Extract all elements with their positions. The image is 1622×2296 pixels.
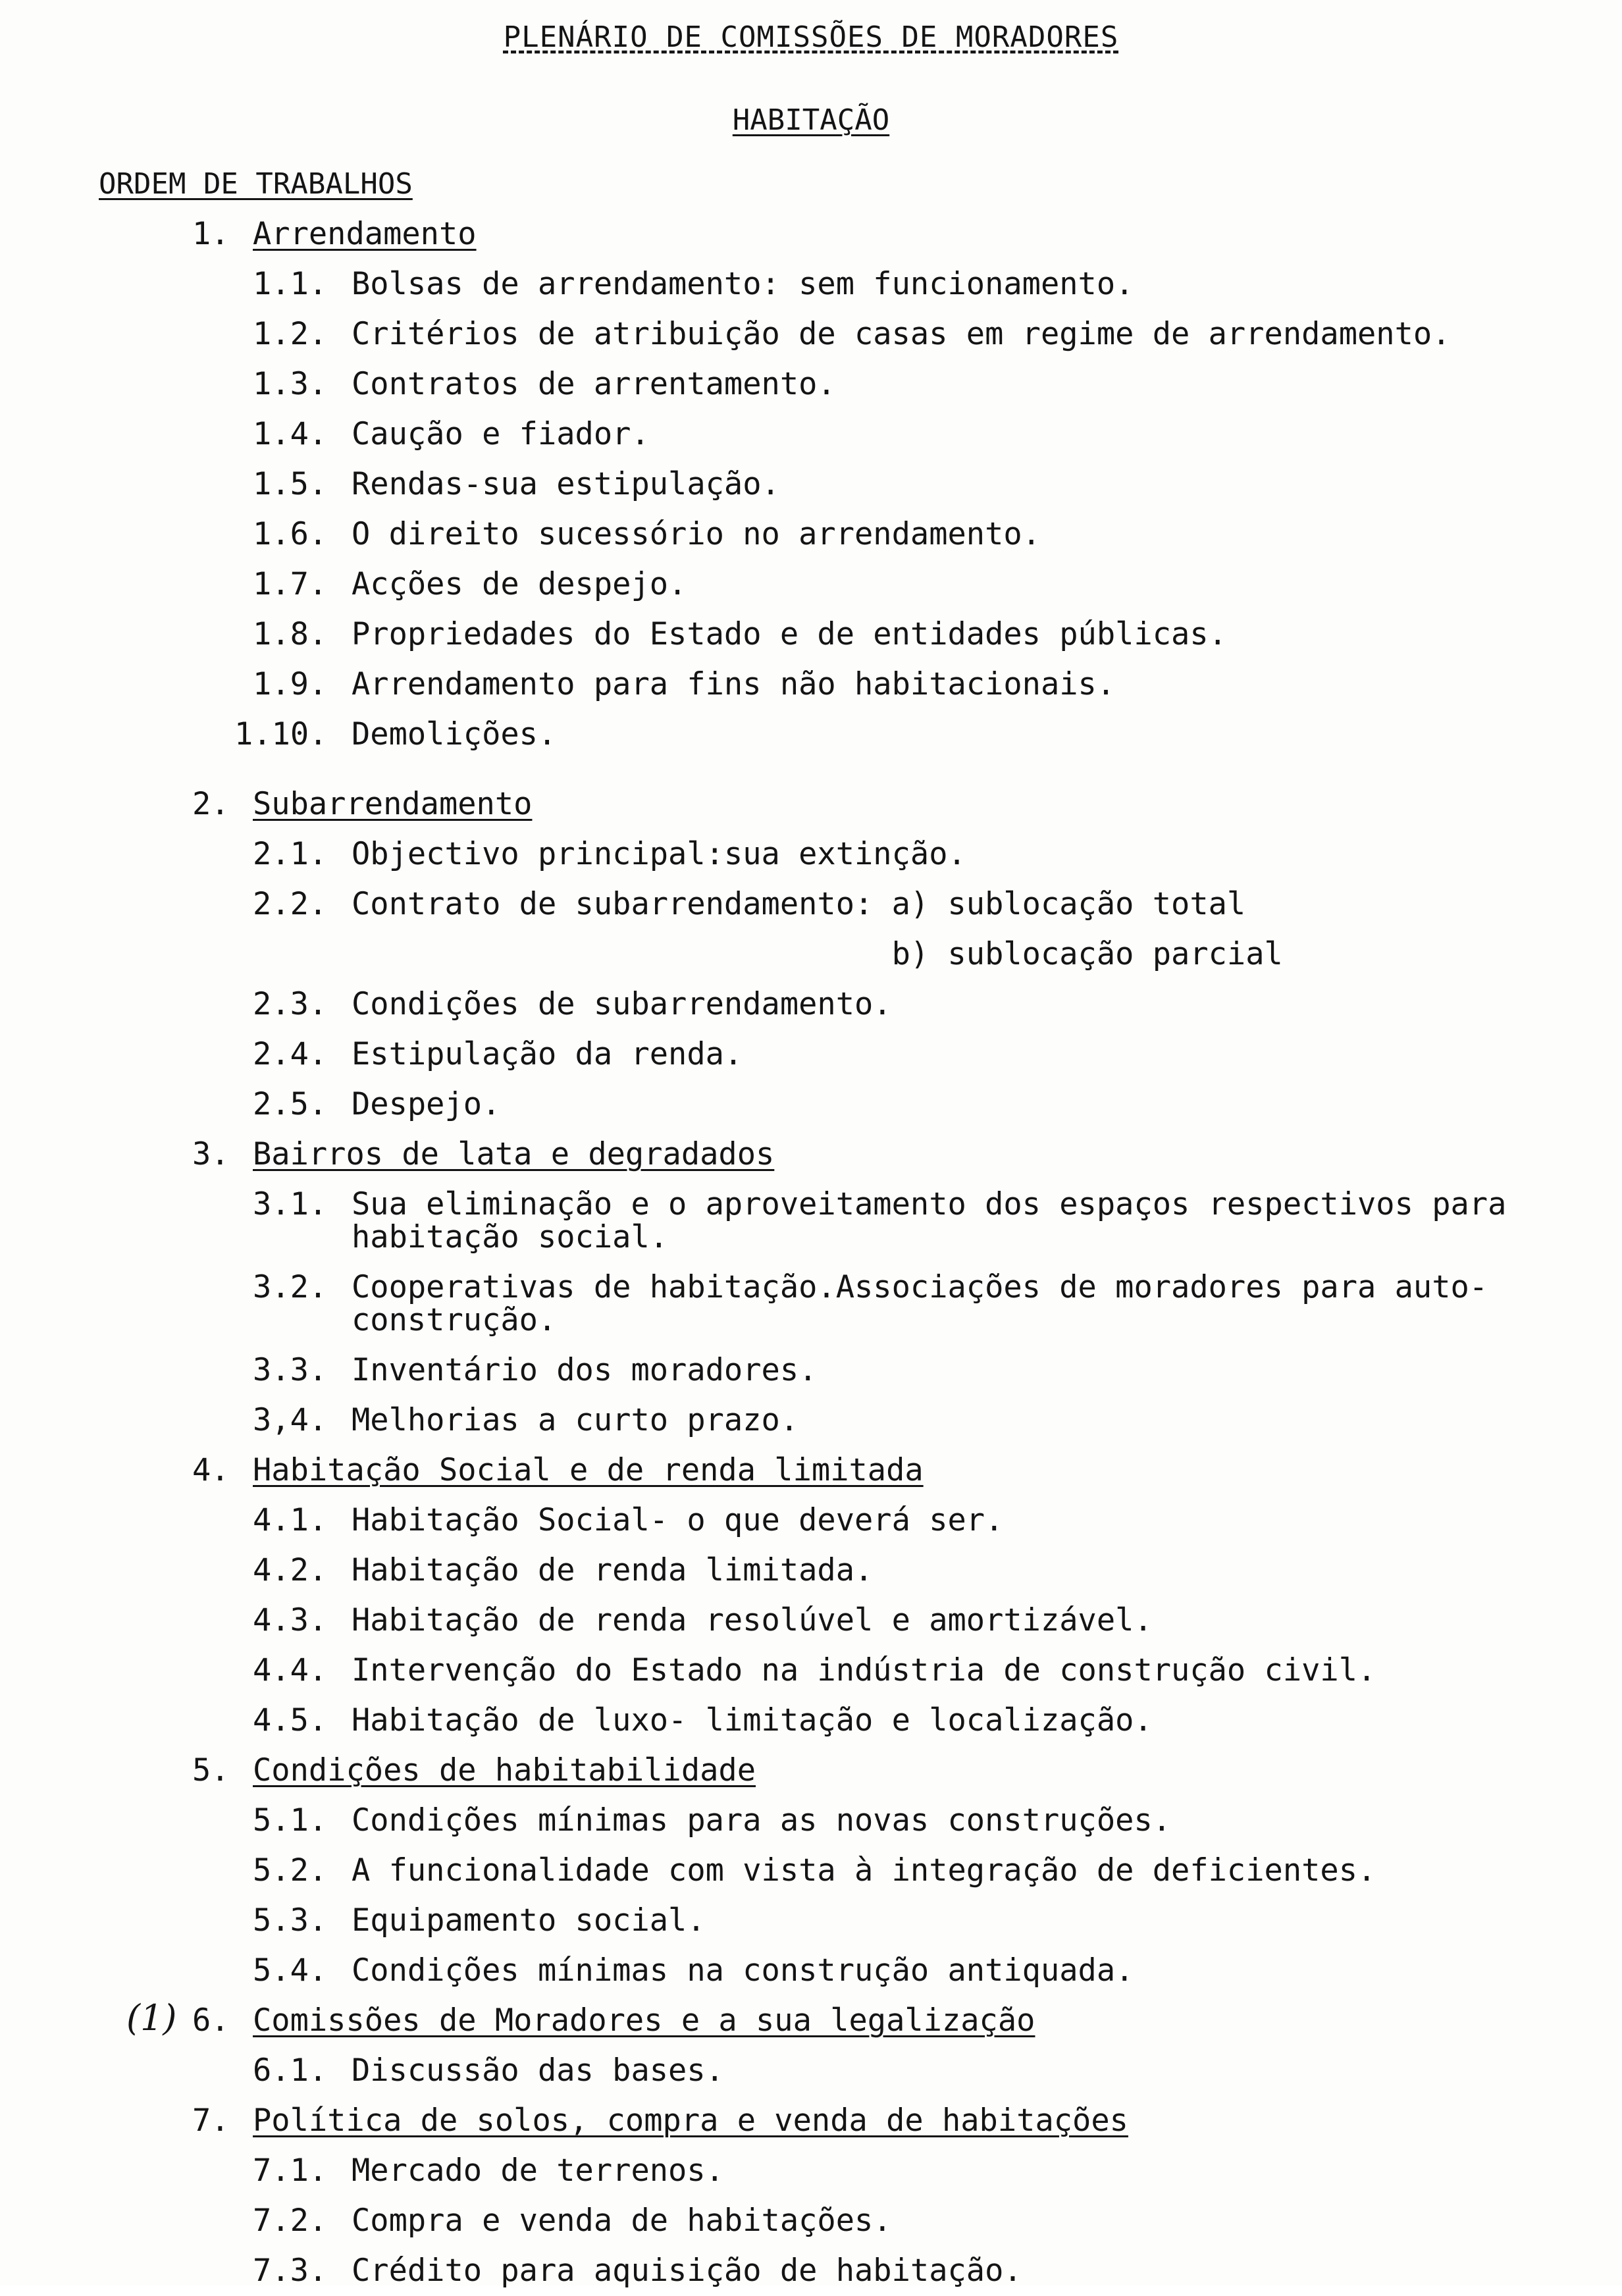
agenda-item [0,1646,1622,1696]
item-number: 1.3. [253,366,328,402]
item-text: Objectivo principal:sua extinção. [352,836,966,872]
section-heading [0,2096,1622,2146]
agenda-item [0,459,1622,509]
item-number: 7.3. [253,2253,328,2289]
agenda-item [0,879,1622,929]
section-heading [0,1746,1622,1796]
document-subtitle [0,97,1622,144]
section-title-text: Habitação Social e de renda limitada [253,1452,924,1488]
section-title [253,1996,1035,2046]
item-text: Arrendamento para fins não habitacionais. [352,666,1116,702]
item-text: Condições mínimas para as novas construções. [352,1802,1172,1839]
agenda-item [0,1546,1622,1596]
item-number: 4.1. [253,1502,328,1538]
item-text: Condições mínimas na construção antiquada. [352,1952,1134,1989]
item-number: 2.4. [253,1036,328,1072]
section-heading [0,1130,1622,1180]
agenda-item [0,2046,1622,2096]
section-heading [0,209,1622,259]
item-text: Discussão das bases. [352,2052,724,2089]
agenda-item [0,560,1622,610]
item-number: 3.1. [253,1186,328,1222]
item-text: Habitação de renda resolúvel e amortizável. [352,1602,1153,1638]
agenda-item [0,1696,1622,1746]
section-gap [0,760,1622,779]
item-text: Melhorias a curto prazo. [352,1402,799,1438]
section-heading [0,1446,1622,1496]
document-title-text: PLENÁRIO DE COMISSÕES DE MORADORES [503,20,1119,54]
item-text: Contrato de subarrendamento: a) sublocação total [352,886,1246,922]
item-text: Caução e fiador. [352,416,650,452]
section-title [253,779,532,829]
item-number: 1.9. [253,666,328,702]
item-text: Demolições. [352,716,557,752]
section-title-text: Condições de habitabilidade [253,1752,756,1788]
section-number: 7. [192,2102,230,2139]
agenda-item [0,1396,1622,1446]
item-number: 3.3. [253,1352,328,1388]
agenda-item [0,1796,1622,1846]
agenda-item [0,2196,1622,2246]
item-number: 1.2. [253,316,328,352]
agenda-item [0,2246,1622,2296]
agenda-heading-text: ORDEM DE TRABALHOS [99,167,413,201]
item-text: A funcionalidade com vista à integração de deficientes. [352,1852,1376,1889]
agenda-item [0,409,1622,459]
item-text: b) sublocação parcial [352,936,1283,972]
item-number: 1.5. [253,466,328,502]
item-number: 4.2. [253,1552,328,1588]
agenda-section [0,1996,1622,2096]
agenda-section [0,779,1622,1130]
item-number: 1.1. [253,266,328,302]
item-number: 1.6. [253,516,328,552]
item-text: Contratos de arrentamento. [352,366,836,402]
agenda-section [0,1446,1622,1746]
item-text: Habitação Social- o que deverá ser. [352,1502,1004,1538]
item-text: Propriedades do Estado e de entidades públicas. [352,616,1227,652]
section-title-text: Comissões de Moradores e a sua legalização [253,2002,1035,2039]
item-number: 7.2. [253,2203,328,2239]
section-title-text: Arrendamento [253,216,477,252]
agenda-section [0,209,1622,760]
item-number: 4.4. [253,1652,328,1688]
item-text: O direito sucessório no arrendamento. [352,516,1041,552]
item-number: 1.8. [253,616,328,652]
item-number: 1.10. [234,716,328,752]
document-subtitle-text: HABITAÇÃO [732,103,890,137]
item-number: 6.1. [253,2052,328,2089]
section-title-text: Subarrendamento [253,786,533,822]
item-text: Inventário dos moradores. [352,1352,818,1388]
agenda-item [0,1030,1622,1080]
item-text: Acções de despejo. [352,566,687,602]
agenda-item [0,509,1622,560]
item-number: 4.5. [253,1702,328,1738]
item-text: Condições de subarrendamento. [352,986,892,1022]
section-title [253,2096,1128,2146]
section-number: 5. [192,1752,230,1788]
agenda-item [0,610,1622,660]
agenda-item [0,979,1622,1030]
item-number: 2.2. [253,886,328,922]
item-number: 5.3. [253,1902,328,1939]
section-heading [0,1996,1622,2046]
handwritten-annotation: (1) [126,1997,177,2039]
agenda-item [0,1263,1622,1345]
item-number: 7.1. [253,2152,328,2189]
agenda-item [0,359,1622,409]
item-number: 2.5. [253,1086,328,1122]
agenda-item [0,1596,1622,1646]
section-title-text: Bairros de lata e degradados [253,1136,775,1172]
item-number: 5.4. [253,1952,328,1989]
item-text: Estipulação da renda. [352,1036,743,1072]
agenda-item [0,1496,1622,1546]
item-text: Sua eliminação e o aproveitamento dos espaços respectivos para habitação social. [352,1186,1507,1255]
item-number: 5.1. [253,1802,328,1839]
section-number: 1. [192,216,230,252]
agenda-item [0,1896,1622,1946]
section-number: 3. [192,1136,230,1172]
item-text: Bolsas de arrendamento: sem funcionamento. [352,266,1134,302]
agenda-item [0,1345,1622,1396]
agenda-section [0,1746,1622,1996]
section-number: 2. [192,786,230,822]
item-text: Crédito para aquisição de habitação. [352,2253,1022,2289]
agenda-item [0,1180,1622,1263]
item-text: Mercado de terrenos. [352,2152,724,2189]
section-title [253,209,477,259]
item-number: 3,4. [253,1402,328,1438]
document-title [0,14,1622,61]
agenda-item [0,929,1622,979]
section-title-text: Política de solos, compra e venda de habitações [253,2102,1128,2139]
agenda-item [0,1846,1622,1896]
item-number: 3.2. [253,1269,328,1305]
section-title [253,1446,924,1496]
item-text: Habitação de luxo- limitação e localização. [352,1702,1153,1738]
section-title [253,1746,756,1796]
agenda-section [0,1130,1622,1446]
item-text: Rendas-sua estipulação. [352,466,780,502]
agenda-item [0,259,1622,309]
agenda-item [0,829,1622,879]
item-text: Habitação de renda limitada. [352,1552,874,1588]
section-number: 6. [192,2002,230,2039]
item-number: 2.3. [253,986,328,1022]
item-text: Equipamento social. [352,1902,706,1939]
item-text: Compra e venda de habitações. [352,2203,892,2239]
section-number: 4. [192,1452,230,1488]
agenda-heading [99,165,413,204]
agenda-item [0,660,1622,710]
item-text: Despejo. [352,1086,501,1122]
item-number: 5.2. [253,1852,328,1889]
agenda-item [0,1080,1622,1130]
agenda-list [0,209,1622,2296]
section-title [253,1130,774,1180]
item-number: 2.1. [253,836,328,872]
item-number: 1.4. [253,416,328,452]
item-text: Cooperativas de habitação.Associações de moradores para auto-construção. [352,1269,1488,1338]
item-number: 1.7. [253,566,328,602]
agenda-item [0,309,1622,359]
agenda-item [0,1946,1622,1996]
item-number: 4.3. [253,1602,328,1638]
agenda-section [0,2096,1622,2296]
section-heading [0,779,1622,829]
item-text: Intervenção do Estado na indústria de construção civil. [352,1652,1376,1688]
agenda-item [0,2146,1622,2196]
agenda-item [0,710,1622,760]
item-text: Critérios de atribuição de casas em regime de arrendamento. [352,316,1451,352]
